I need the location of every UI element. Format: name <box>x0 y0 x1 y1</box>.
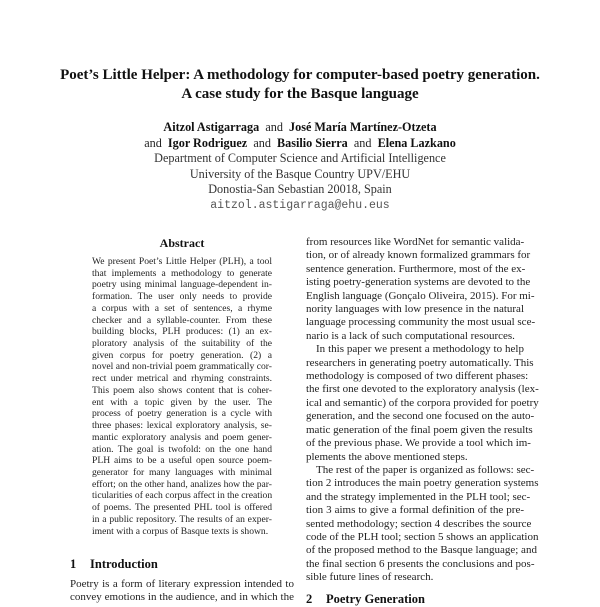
affiliation-line: University of the Basque Country UPV/EHU <box>189 166 411 181</box>
abstract-heading: Abstract <box>159 236 205 250</box>
text-line: effort; on the other hand, analizes how the par- <box>92 478 272 490</box>
text-line: novel and non-trivial poem grammatically cor- <box>92 361 272 373</box>
text-line: English language (Gonçalo Oliveira, 2015). For mi- <box>306 289 535 302</box>
section-title: Introduction <box>90 557 158 571</box>
text-line: ation. The goal is twofold: on the one hand <box>92 443 272 455</box>
text-line: isting poetry-generation systems are devoted to the <box>306 276 531 289</box>
author-block <box>0 120 600 213</box>
section-title: Poetry Generation <box>326 592 425 606</box>
text-line: nario is a lack of such computational resources. <box>306 329 515 342</box>
text-line: checker and a syllable-counter. From these <box>92 314 272 326</box>
authors-line-2 <box>0 136 600 152</box>
text-line: given corpus for poetry generation. (2) a <box>92 349 272 361</box>
text-line: ploratory analysis of the suitability of the <box>92 338 272 350</box>
text-line: sented methodology; section 4 describes the source <box>306 517 532 530</box>
text-line: formation. The user only needs to provide <box>92 291 272 303</box>
author-separator: and <box>265 120 283 134</box>
author-email: aitzol.astigarraga@ehu.eus <box>210 198 390 212</box>
title-line: Poet’s Little Helper: A methodology for computer-based poetry generation. <box>60 67 540 83</box>
text-line: generation, and the second one focused on the auto- <box>306 410 535 423</box>
text-line: a corpus with a set of sentences, a rhyme <box>92 302 272 314</box>
text-line: ticularities of each corpus affect in the creation <box>92 490 273 502</box>
text-line: ical and semantic) of the corpora provided for poetry <box>306 396 539 409</box>
text-line: methodology is composed of two different phases: <box>306 370 529 383</box>
paragraph <box>306 463 539 585</box>
text-line: sible future lines of research. <box>306 571 434 584</box>
text-line: tion 3 aims to give a formal definition of the pre- <box>306 504 524 517</box>
text-line: generator for many languages with minimal <box>92 466 272 478</box>
text-line: This poem also shows content that is coher- <box>92 384 272 396</box>
text-line: matic generation of the final poem given the results <box>306 423 533 436</box>
text-line: process of poetry generation is a cycle with <box>92 408 272 420</box>
paragraph <box>306 236 536 343</box>
section-1-heading <box>70 557 158 572</box>
author-name: Aitzol Astigarraga <box>163 120 260 134</box>
text-line: tion 2 introduces the main poetry generation systems <box>306 477 539 490</box>
text-line: rect under metrical and rhyming constraints. <box>92 373 272 385</box>
text-line: iment with a corpus of Basque texts is shown. <box>92 525 269 537</box>
text-line: three phases: lexical exploratory analysis, se- <box>92 420 272 432</box>
author-name: Basilio Sierra <box>277 135 348 150</box>
text-line: sentence generation. Furthermore, most of the ex- <box>306 262 526 275</box>
affiliation-line: Donostia-San Sebastian 20018, Spain <box>208 182 392 196</box>
text-line: PLH aims to be a useful open source poem- <box>92 455 272 467</box>
title-line: A case study for the Basque language <box>181 86 419 102</box>
text-line: the first one devoted to the exploratory analysis (lex- <box>306 383 539 396</box>
paper-title <box>0 66 600 104</box>
text-line: poetry using minimal language-dependent in- <box>92 279 272 291</box>
text-line: the final section 6 presents the conclusions and pos- <box>306 557 535 570</box>
text-line: In this paper we present a methodology to help <box>316 343 524 356</box>
authors-line-1 <box>0 120 600 136</box>
text-line: ent with a topic given by the user. The <box>92 396 272 408</box>
paragraph <box>306 343 539 464</box>
text-line: The rest of the paper is organized as follows: sec- <box>316 463 535 476</box>
text-line: researchers in generating poetry automatically. This <box>306 356 534 369</box>
text-line: plements the above mentioned steps. <box>306 450 468 463</box>
text-line: building blocks, PLH produces: (1) an ex- <box>92 326 272 338</box>
abstract-body <box>92 256 272 537</box>
text-line: of the proposed method to the Basque language; and <box>306 544 537 557</box>
text-line: of the previous phase. We provide a tool which im- <box>306 437 531 450</box>
text-line: code of the PLH tool; section 5 shows an application <box>306 530 539 543</box>
author-name: Igor Rodriguez <box>167 135 248 150</box>
affiliation-line: Department of Computer Science and Artificial Intelligence <box>154 151 446 165</box>
text-line: that implements a methodology to generate <box>92 267 272 279</box>
text-line: language processing community the most usual sce- <box>306 316 536 329</box>
text-line: and the strategy implemented in the PLH tool; sec- <box>306 490 531 503</box>
author-separator: and <box>353 135 372 150</box>
introduction-body <box>70 578 294 603</box>
text-line: tion, or of already known formalized grammars for <box>306 249 531 262</box>
author-separator: and <box>253 135 271 150</box>
text-line: of poems. The presented PHL tool is offered <box>92 502 272 514</box>
text-line: convey emotions in the audience, and in which the <box>70 590 294 603</box>
section-number: 2 <box>306 592 313 606</box>
text-line: We present Poet’s Little Helper (PLH), a tool <box>92 256 272 267</box>
text-line: mantic exploratory analysis and poem gener- <box>92 431 272 443</box>
author-separator: and <box>144 135 162 150</box>
author-name: José María Martínez-Otzeta <box>289 120 437 134</box>
right-column-body <box>306 236 539 585</box>
author-name: Elena Lazkano <box>377 135 456 150</box>
section-number: 1 <box>70 557 77 571</box>
text-line: Poetry is a form of literary expression intended to <box>70 578 294 590</box>
text-line: nority languages with low presence in the natural <box>306 303 524 316</box>
text-line: from resources like WordNet for semantic valida- <box>306 236 525 248</box>
text-line: in a public repository. The results of an exper- <box>92 513 272 525</box>
